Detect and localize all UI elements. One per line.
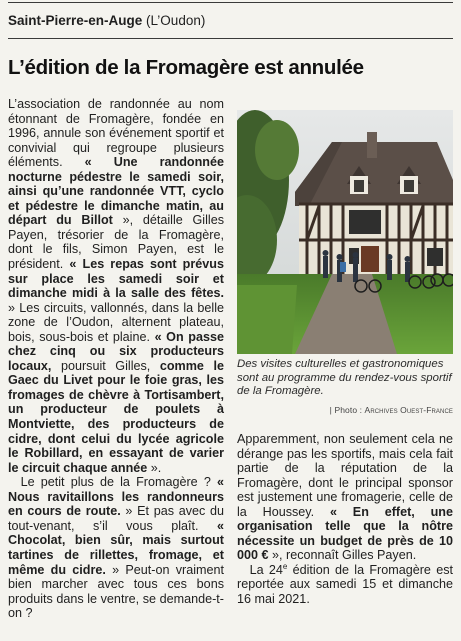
paragraph-1-run: » Les circuits, vallonnés, dans la belle zone de l’Oudon, alternent plateau, bois, sous-bois et plaine. [8,300,224,344]
paragraph-2-run: « Nous ravitaillons les randonneurs en cours de route. [8,475,224,519]
paragraph-4-sup: e [282,561,288,571]
paragraph-2-run: » Peut-on vraiment bien marcher avec tous ces bons produits dans le ventre, se demande-t-on ? [8,562,224,621]
paragraph-3-run: », reconnaît Gilles Payen. [268,548,417,563]
paragraph-2 [8,475,224,620]
article-photo [237,110,453,354]
photo-credit-prefix: | Photo : [329,405,363,415]
top-rule [8,2,453,3]
paragraph-1-run: », détaille Gilles Payen, trésorier de la Fromagère, dont le fils, Simon Payen, est le président. [8,213,224,272]
paragraph-1-run: comme le Gaec du Livet pour le foie gras, les fromages de chèvre à Tortisambert, un producteur de poulets à Montviette, des producteurs de cidre, dont celui du lycée agricole le Robillard, en essayant de varier le circuit chaque année [8,358,224,475]
paragraph-3-run: Apparemment, non seulement cela ne dérange pas les sportifs, mais cela fait partie de la réputation de la Fromagère, dont le principal sponsor est justement une fromagerie, celle de la Houssey. [237,432,453,519]
paragraph-3-run: « En effet, une organisation telle que la nôtre nécessite un budget de près de 10 000 € [237,504,453,563]
paragraph-1-run: poursuit Gilles, [51,358,160,373]
headline: L’édition de la Fromagère est annulée [8,56,364,79]
paragraph-4 [237,563,453,607]
paragraph-1-run: « Les repas sont prévus sur place les samedi soir et dimanche midi à la salle des fêtes. [8,257,224,301]
paragraph-1-run: ». [147,460,162,475]
photo-credit [330,405,453,415]
photo-caption: Des visites culturelles et gastronomiques sont au programme du rendez-vous sportif de la Fromagère. [237,358,452,398]
kicker-place: Saint-Pierre-en-Auge [8,13,143,28]
photo-credit-source: Archives Ouest-France [364,405,453,415]
article-column-left [8,97,224,621]
paragraph-1 [8,97,224,475]
article-column-right [237,432,453,607]
paragraph-2-run: « Chocolat, bien sûr, mais surtout tartines de rillettes, fromage, et même du cidre. [8,518,224,577]
paragraph-1-run: « Une randonnée nocturne pédestre le samedi soir, ainsi qu’une randonnée VTT, cyclo et pédestre le dimanche matin, au départ du Billot [8,155,224,228]
paragraph-4-post: édition de la Fromagère est reportée aux samedi 15 et dimanche 16 mai 2021. [237,562,454,607]
paragraph-4-pre: La 24 [249,562,283,577]
kicker-rule [8,38,453,39]
paragraph-2-run: Le petit plus de la Fromagère ? [20,475,217,490]
paragraph-2-run: » Et pas avec du tout-venant, s’il vous plaît. [8,504,224,533]
paragraph-1-run: L’association de randonnée au nom étonnant de Fromagère, fondée en 1996, annule son événement sportif et convivial qui regroupe plusieurs éléments. [8,97,224,170]
kicker-area: (L’Oudon) [146,13,206,28]
kicker [8,13,205,28]
paragraph-3 [237,432,453,563]
paragraph-1-run: « On passe chez cinq ou six producteurs locaux, [8,329,224,373]
